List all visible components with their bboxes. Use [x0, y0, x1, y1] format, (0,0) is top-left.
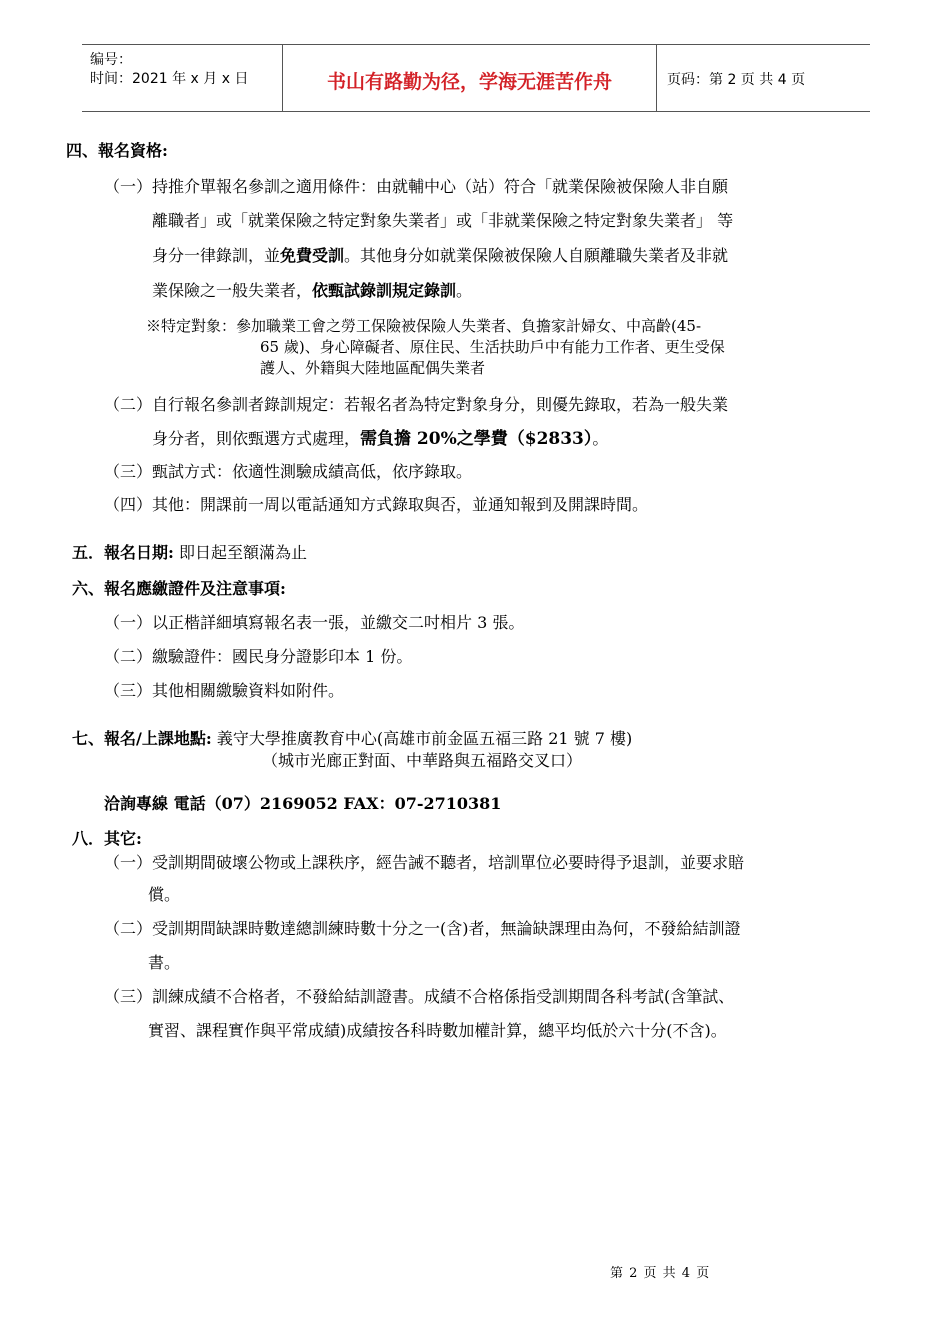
section-7 — [72, 728, 632, 750]
text: 業保險之一般失業者， — [152, 281, 313, 300]
section-5-text: 即日起至額滿為止 — [179, 543, 308, 562]
s4-note-line3: 護人、外籍與大陸地區配偶失業者 — [260, 359, 486, 377]
text: 。 — [456, 281, 473, 300]
s4-item1-line2: 離職者」或「就業保險之特定對象失業者」或「非就業保險之特定對象失業者」 等 — [152, 211, 734, 230]
bold-text: 依甄試錄訓規定錄訓 — [312, 281, 457, 300]
bold-text: 需負擔 20%之學費（$2833） — [360, 429, 593, 449]
section-7-address: 義守大學推廣教育中心(高雄市前金區五福三路 21 號 7 樓) — [216, 729, 633, 748]
text: 。其他身分如就業保險被保險人自願離職失業者及非就 — [344, 246, 729, 265]
contact-line: 洽詢專線 電話（07）2169052 FAX：07-2710381 — [104, 794, 502, 813]
s6-item2: （二）繳驗證件：國民身分證影印本 1 份。 — [104, 647, 413, 666]
s8-item2-line1: （二）受訓期間缺課時數達總訓練時數十分之一(含)者，無論缺課理由為何，不發給結訓證 — [104, 919, 741, 938]
section-8-title: 八．其它: — [72, 829, 142, 848]
section-6-title: 六、報名應繳證件及注意事項: — [72, 579, 286, 598]
header-motto-cell — [283, 45, 657, 111]
s4-item2-line2 — [152, 428, 608, 450]
s4-note-line1: ※特定對象：參加職業工會之勞工保險被保險人失業者、負擔家計婦女、中高齡(45- — [146, 317, 702, 335]
text: 。 — [592, 429, 609, 448]
motto: 书山有路勤为径，学海无涯苦作舟 — [326, 71, 612, 93]
s8-item3-line2: 實習、課程實作與平常成績)成績按各科時數加權計算，總平均低於六十分(不含)。 — [148, 1021, 727, 1040]
s8-item1-line2: 償。 — [148, 885, 181, 904]
s4-item3: （三）甄試方式：依適性測驗成績高低，依序錄取。 — [104, 462, 473, 481]
s8-item1-line1: （一）受訓期間破壞公物或上課秩序，經告誡不聽者，培訓單位必要時得予退訓，並要求賠 — [104, 853, 745, 872]
s4-item1-line3 — [152, 245, 728, 267]
page-label: 页码：第 2 页 共 4 页 — [667, 72, 806, 88]
s4-note-line2: 65 歲)、身心障礙者、原住民、生活扶助戶中有能力工作者、更生受保 — [260, 338, 725, 356]
s8-item3-line1: （三）訓練成績不合格者，不發給結訓證書。成績不合格係指受訓期間各科考試(含筆試、 — [104, 987, 735, 1006]
section-5 — [72, 542, 307, 564]
page-footer: 第 2 页 共 4 页 — [610, 1266, 711, 1281]
header-page-cell — [657, 45, 870, 111]
page-header — [82, 44, 870, 112]
s4-item1-line1: （一）持推介單報名參訓之適用條件：由就輔中心（站）符合「就業保險被保險人非自願 — [104, 177, 729, 196]
section-5-title: 五．報名日期: — [72, 543, 174, 562]
s4-item4: （四）其他：開課前一周以電話通知方式錄取與否，並通知報到及開課時間。 — [104, 495, 649, 514]
section-7-title: 七、報名/上課地點: — [72, 729, 212, 748]
section-7-landmark: （城市光廊正對面、中華路與五福路交叉口） — [262, 751, 583, 770]
s8-item2-line2: 書。 — [148, 953, 181, 972]
text: 身分一律錄訓，並 — [152, 246, 281, 265]
s6-item1: （一）以正楷詳細填寫報名表一張，並繳交二吋相片 3 張。 — [104, 613, 525, 632]
section-4-title: 四、報名資格: — [66, 141, 168, 160]
s4-item1-line4 — [152, 280, 472, 302]
s4-item2-line1: （二）自行報名參訓者錄訓規定：若報名者為特定對象身分，則優先錄取，若為一般失業 — [104, 395, 729, 414]
header-meta-cell — [82, 45, 283, 111]
date-label: 时间：2021 年 x 月 x 日 — [90, 71, 249, 87]
code-label: 编号： — [90, 52, 132, 68]
bold-text: 免費受訓 — [280, 246, 345, 265]
text: 身分者，則依甄選方式處理， — [152, 429, 361, 448]
s6-item3: （三）其他相關繳驗資料如附件。 — [104, 681, 345, 700]
